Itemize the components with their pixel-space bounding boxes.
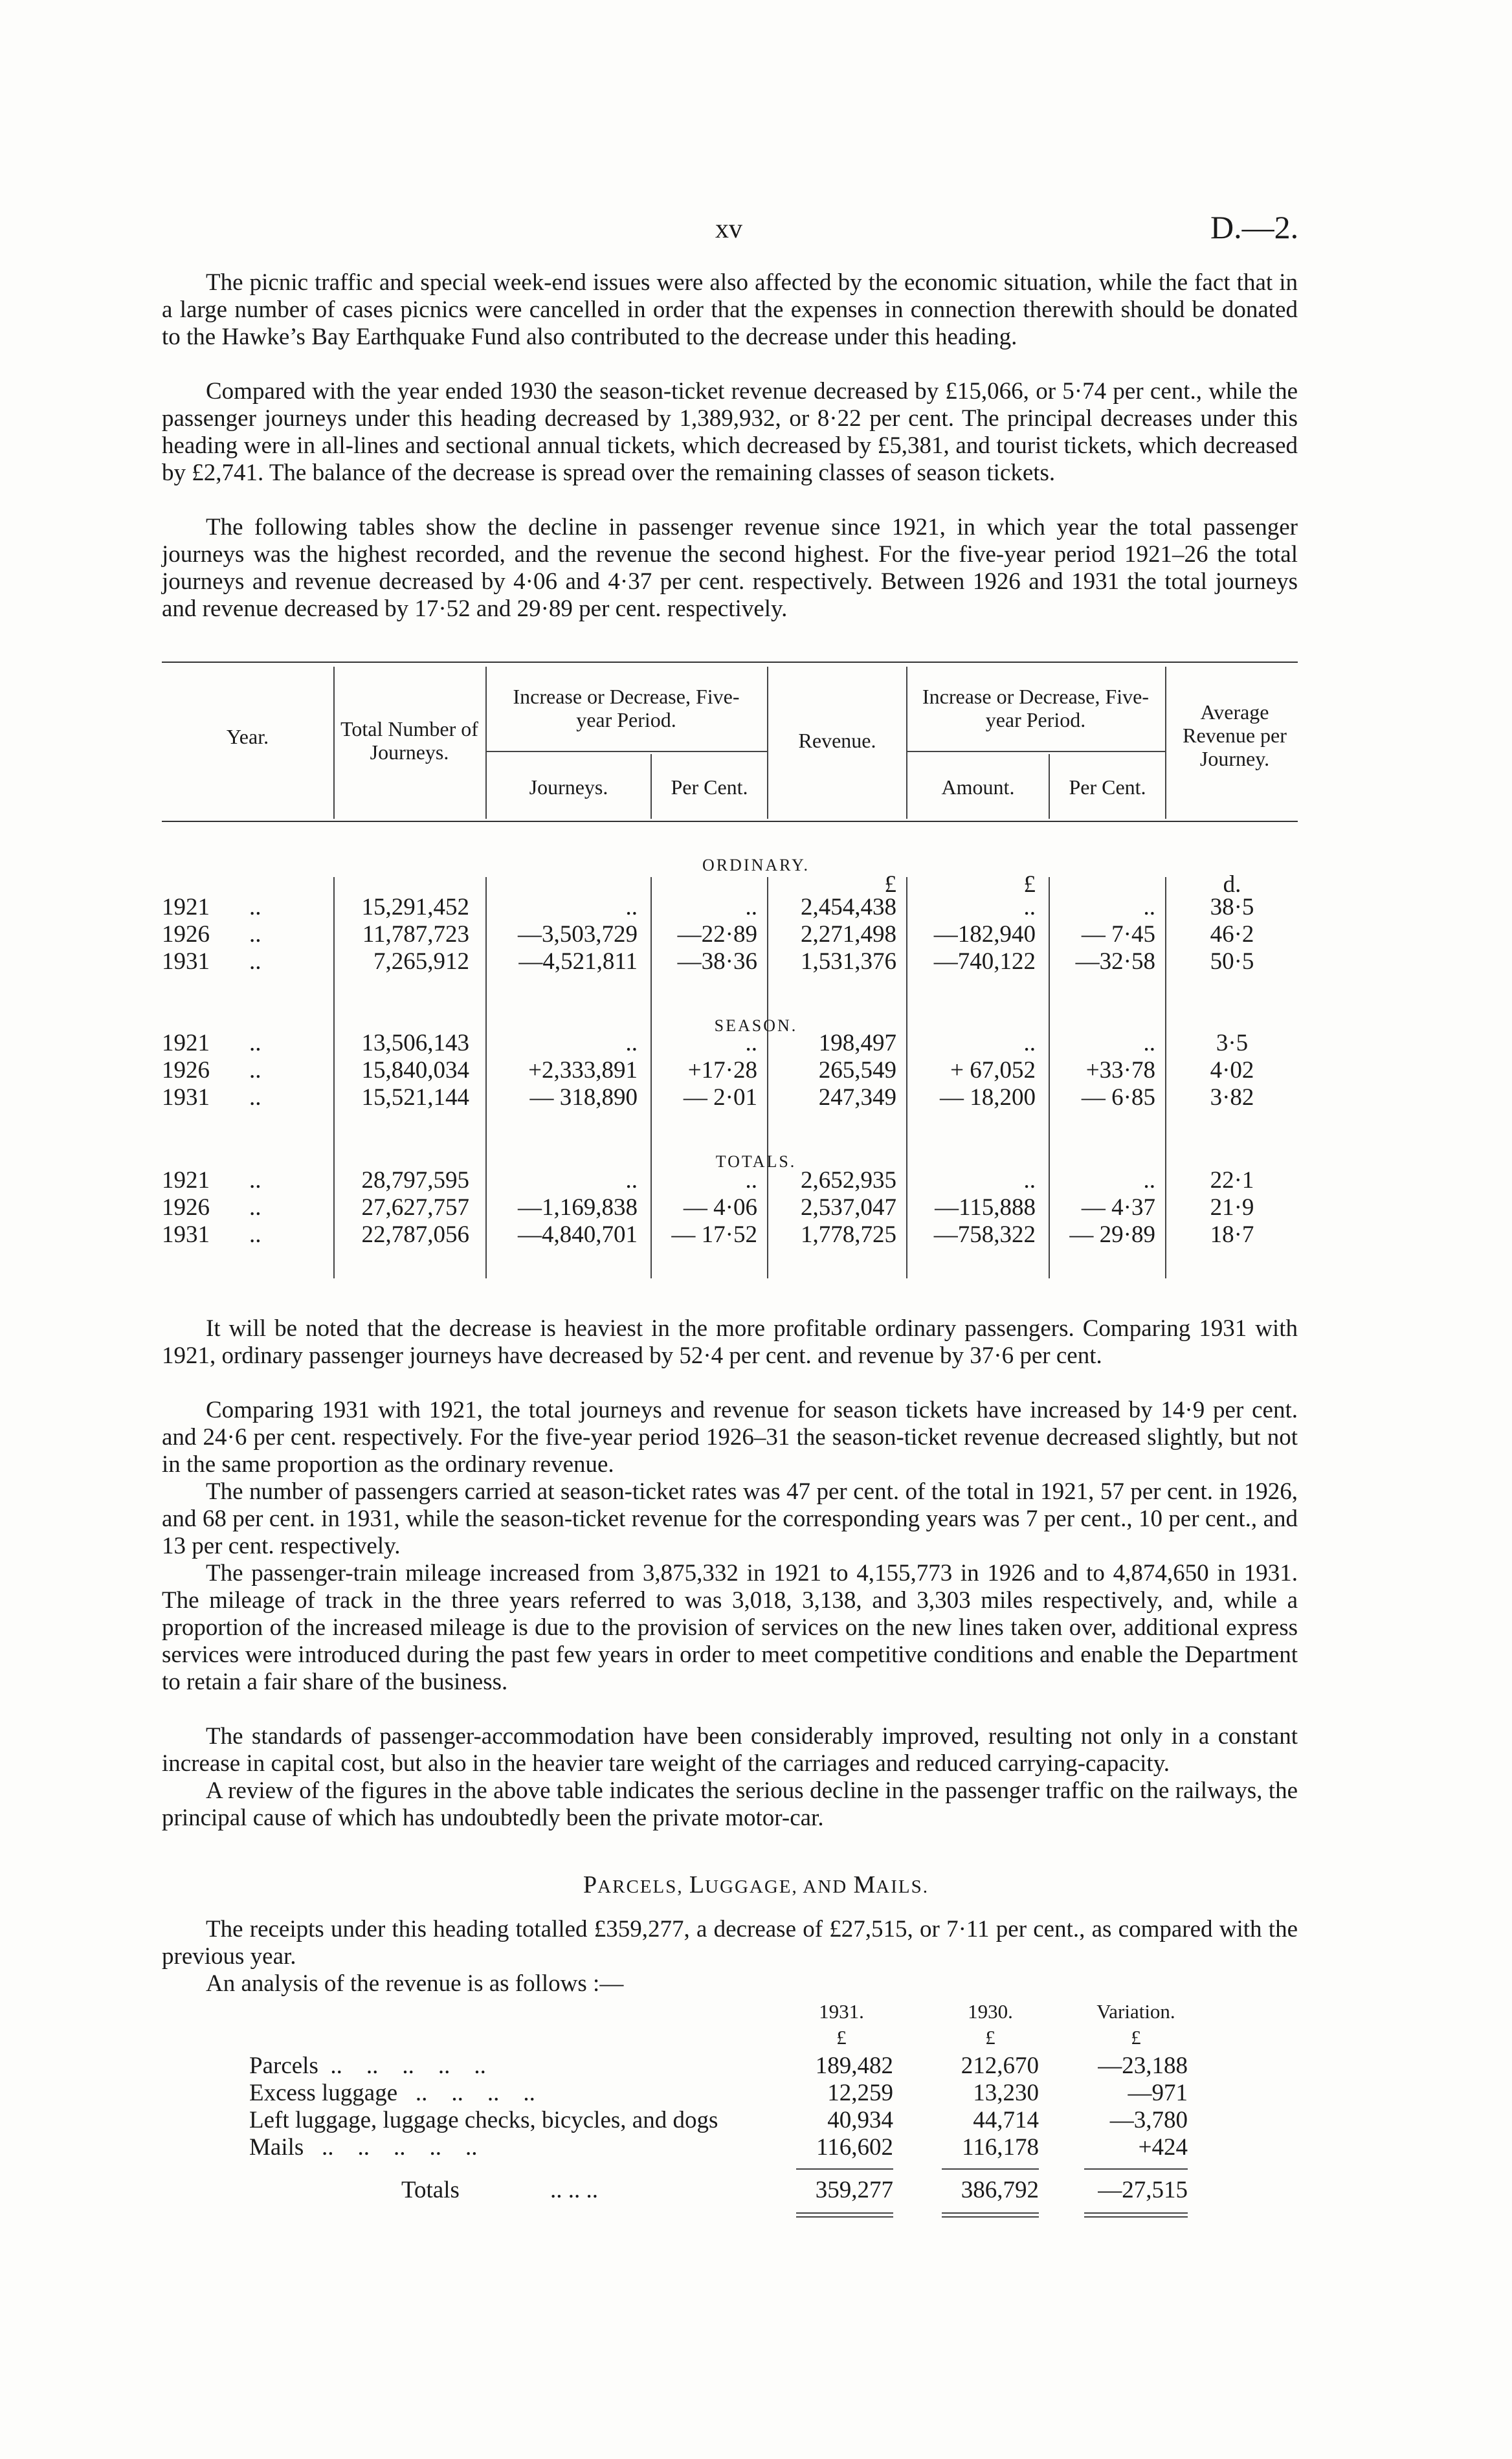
cell-journeys: 15,840,034: [361, 1057, 469, 1084]
cell-amount: —115,888: [935, 1194, 1036, 1221]
table-divider: [767, 877, 768, 1278]
header-revenue-group: Increase or Decrease, Five-year Period.: [922, 685, 1149, 731]
parcels-row-1930: 116,178: [962, 2134, 1039, 2161]
cell-inc-journeys: — 318,890: [529, 1084, 638, 1111]
parcels-row-1931: 189,482: [815, 2053, 893, 2079]
parcels-row-variation: —3,780: [1109, 2107, 1188, 2133]
parcels-row-label: Excess luggage .. .. .. ..: [249, 2080, 535, 2106]
parcels-unit-1930: £: [985, 2026, 995, 2049]
cell-inc-pct: ..: [745, 1030, 757, 1056]
cell-year: 1931: [162, 1084, 210, 1111]
cell-average: 3·5: [1216, 1030, 1249, 1056]
parcels-row-label: Left luggage, luggage checks, bicycles, and dogs: [249, 2107, 718, 2133]
body-paragraph-3: The number of passengers carried at season-ticket rates was 47 per cent. of the total in 1921, 57 per cent. in 1926, and 68 per cent. in 1931, while the season-ticket revenue for the corresponding years was 7 per cent., 10 per cent., and 13 per cent. respectively.: [162, 1478, 1298, 1559]
cell-dots: ..: [249, 1084, 261, 1111]
cell-journeys: 13,506,143: [361, 1030, 469, 1056]
cell-amount-pct: — 7·45: [1081, 921, 1155, 948]
parcels-total-rule: [796, 2168, 893, 2170]
cell-amount: — 18,200: [940, 1084, 1036, 1111]
cell-average: 3·82: [1210, 1084, 1254, 1111]
header-journeys-group: Increase or Decrease, Five-year Period.: [513, 685, 740, 731]
parcels-total-rule: [1084, 2168, 1188, 2170]
unit-average: d.: [1223, 871, 1241, 898]
parcels-section-title: PARCELS, LUGGAGE, AND MAILS.: [583, 1871, 929, 1898]
cell-dots: ..: [249, 1167, 261, 1194]
header-total-journeys: Total Number of Journeys.: [340, 717, 478, 764]
parcels-row-1931: 12,259: [827, 2080, 893, 2106]
cell-average: 18·7: [1210, 1221, 1254, 1248]
cell-inc-pct: ..: [745, 1167, 757, 1194]
body-paragraph-5: The standards of passenger-accommodation have been considerably improved, resulting not only in a constant increase in capital cost, but also in the heavier tare weight of the carriages and reduced carrying-capacity.: [162, 1723, 1298, 1777]
parcels-paragraph-2: An analysis of the revenue is as follows :—: [206, 1970, 624, 1997]
parcels-header-variation: Variation.: [1096, 2000, 1175, 2023]
header-average: Average Revenue per Journey.: [1183, 700, 1287, 770]
document-code: D.—2.: [1210, 209, 1299, 245]
cell-revenue: 2,271,498: [801, 921, 896, 948]
parcels-unit-variation: £: [1131, 2026, 1141, 2049]
parcels-totals-1930: 386,792: [961, 2177, 1039, 2203]
cell-dots: ..: [249, 921, 261, 948]
cell-year: 1921: [162, 894, 210, 920]
header-amount: Amount.: [941, 775, 1015, 799]
cell-dots: ..: [249, 1030, 261, 1056]
table-divider: [333, 877, 335, 1278]
cell-average: 50·5: [1210, 948, 1254, 975]
table-group-rule: [907, 751, 1165, 752]
cell-revenue: 198,497: [818, 1030, 896, 1056]
cell-dots: ..: [249, 948, 261, 975]
cell-amount-pct: ..: [1143, 1030, 1155, 1056]
cell-journeys: 7,265,912: [373, 948, 469, 975]
parcels-row-1931: 116,602: [816, 2134, 893, 2161]
cell-inc-journeys: —3,503,729: [518, 921, 638, 948]
cell-year: 1926: [162, 1194, 210, 1221]
table-divider: [1049, 877, 1050, 1278]
intro-paragraph-2: Compared with the year ended 1930 the season-ticket revenue decreased by £15,066, or 5·74 per cent., while the passenger journeys under this heading decreased by 1,389,932, or 8·22 per cent. The principal decreases under this heading were in all-lines and sectional annual tickets, which decreased by £5,381, and tourist tickets, which decreased by £2,741. The balance of the decrease is spread over the remaining classes of season tickets.: [162, 378, 1298, 486]
cell-revenue: 1,531,376: [801, 948, 896, 975]
cell-revenue: 265,549: [818, 1057, 896, 1084]
body-paragraph-1: It will be noted that the decrease is heaviest in the more profitable ordinary passengers. Comparing 1931 with 1921, ordinary passenger journeys have decreased by 52·4 per cent. and revenue by 37·6 per cent.: [162, 1315, 1298, 1369]
cell-year: 1926: [162, 921, 210, 948]
parcels-row-variation: +424: [1138, 2134, 1188, 2161]
cell-amount-pct: — 4·37: [1081, 1194, 1155, 1221]
cell-average: 21·9: [1210, 1194, 1254, 1221]
cell-average: 46·2: [1210, 921, 1254, 948]
parcels-row-label: Mails .. .. .. .. ..: [249, 2134, 478, 2161]
table-divider: [333, 667, 335, 819]
cell-year: 1926: [162, 1057, 210, 1084]
intro-paragraph-1: The picnic traffic and special week-end issues were also affected by the economic situation, while the fact that in a large number of cases picnics were cancelled in order that the expenses in connection therewith should be donated to the Hawke’s Bay Earthquake Fund also contributed to the decrease under this heading.: [162, 269, 1298, 350]
cell-journeys: 28,797,595: [361, 1167, 469, 1194]
cell-inc-journeys: —4,840,701: [518, 1221, 638, 1248]
parcels-row-variation: —23,188: [1098, 2053, 1188, 2079]
parcels-row-1930: 13,230: [973, 2080, 1039, 2106]
table-divider: [485, 877, 487, 1278]
cell-inc-journeys: ..: [625, 894, 638, 920]
cell-inc-journeys: —1,169,838: [518, 1194, 638, 1221]
parcels-totals-1931: 359,277: [815, 2177, 893, 2203]
cell-inc-pct: — 17·52: [671, 1221, 757, 1248]
cell-year: 1931: [162, 1221, 210, 1248]
table-top-rule: [162, 662, 1298, 663]
cell-dots: ..: [249, 894, 261, 920]
table-group-rule: [487, 751, 767, 752]
cell-inc-pct: —38·36: [677, 948, 757, 975]
cell-revenue: 2,652,935: [801, 1167, 896, 1194]
cell-inc-pct: ..: [745, 894, 757, 920]
parcels-double-rule: [1084, 2212, 1188, 2214]
cell-inc-pct: —22·89: [677, 921, 757, 948]
parcels-totals-variation: —27,515: [1098, 2177, 1188, 2203]
cell-dots: ..: [249, 1221, 261, 1248]
cell-inc-pct: +17·28: [687, 1057, 757, 1084]
parcels-header-1930: 1930.: [968, 2000, 1013, 2023]
cell-amount-pct: +33·78: [1085, 1057, 1155, 1084]
cell-dots: ..: [249, 1057, 261, 1084]
cell-amount-pct: — 29·89: [1069, 1221, 1155, 1248]
intro-paragraph-3: The following tables show the decline in passenger revenue since 1921, in which year the total passenger journeys was the highest recorded, and the revenue the second highest. For the five-year period 1921–26 the total journeys and revenue decreased by 4·06 and 4·37 per cent. respectively. Between 1926 and 1931 the total journeys and revenue decreased by 17·52 and 29·89 per cent. respectively.: [162, 514, 1298, 622]
parcels-row-1930: 212,670: [961, 2053, 1039, 2079]
cell-amount: —758,322: [933, 1221, 1036, 1248]
parcels-double-rule: [1084, 2216, 1188, 2218]
header-revenue: Revenue.: [798, 729, 876, 752]
table-divider: [650, 877, 652, 1278]
parcels-header-1931: 1931.: [819, 2000, 864, 2023]
cell-inc-journeys: ..: [625, 1030, 638, 1056]
parcels-unit-1931: £: [836, 2026, 847, 2049]
parcels-row-label: Parcels .. .. .. .. ..: [249, 2053, 486, 2079]
unit-revenue: £: [884, 871, 896, 898]
parcels-totals-dots: .. .. ..: [550, 2177, 598, 2203]
table-divider: [1165, 667, 1166, 819]
cell-amount: ..: [1023, 1030, 1036, 1056]
body-paragraph-4: The passenger-train mileage increased from 3,875,332 in 1921 to 4,155,773 in 1926 and to 4,874,650 in 1931. The mileage of track in the three years referred to was 3,018, 3,138, and 3,303 miles respectively, and, while a proportion of the increased mileage is due to the provision of services on the new lines taken over, additional express services were introduced during the past few years in order to meet competitive conditions and enable the Department to retain a fair share of the business.: [162, 1560, 1298, 1695]
cell-journeys: 11,787,723: [362, 921, 469, 948]
cell-amount-pct: ..: [1143, 894, 1155, 920]
cell-revenue: 1,778,725: [801, 1221, 896, 1248]
header-per-cent-2: Per Cent.: [1069, 775, 1146, 799]
header-journeys: Journeys.: [529, 775, 608, 799]
cell-inc-pct: — 2·01: [683, 1084, 757, 1111]
cell-average: 22·1: [1210, 1167, 1254, 1194]
parcels-double-rule: [796, 2216, 893, 2218]
cell-journeys: 15,521,144: [361, 1084, 469, 1111]
body-paragraph-6: A review of the figures in the above table indicates the serious decline in the passenger traffic on the railways, the principal cause of which has undoubtedly been the private motor-car.: [162, 1777, 1298, 1831]
cell-year: 1931: [162, 948, 210, 975]
header-year: Year.: [226, 725, 269, 748]
parcels-row-variation: —971: [1128, 2080, 1188, 2106]
cell-amount: ..: [1023, 894, 1036, 920]
cell-amount: ..: [1023, 1167, 1036, 1194]
parcels-double-rule: [942, 2212, 1039, 2214]
cell-dots: ..: [249, 1194, 261, 1221]
table-header-bottom-rule: [162, 821, 1298, 822]
parcels-row-1931: 40,934: [827, 2107, 893, 2133]
cell-amount-pct: ..: [1143, 1167, 1155, 1194]
parcels-double-rule: [942, 2216, 1039, 2218]
cell-amount: —182,940: [933, 921, 1036, 948]
unit-amount: £: [1023, 871, 1036, 898]
parcels-double-rule: [796, 2212, 893, 2214]
header-per-cent: Per Cent.: [671, 775, 748, 799]
page-number: xv: [715, 214, 742, 244]
parcels-totals-label: Totals: [401, 2177, 460, 2203]
cell-inc-journeys: —4,521,811: [518, 948, 638, 975]
cell-revenue: 2,537,047: [801, 1194, 896, 1221]
section-title-season: SEASON.: [714, 1016, 798, 1035]
parcels-total-rule: [942, 2168, 1039, 2170]
cell-amount-pct: —32·58: [1075, 948, 1155, 975]
cell-inc-journeys: ..: [625, 1167, 638, 1194]
cell-inc-journeys: +2,333,891: [528, 1057, 638, 1084]
cell-journeys: 15,291,452: [361, 894, 469, 920]
cell-amount: + 67,052: [950, 1057, 1036, 1084]
cell-amount: —740,122: [933, 948, 1036, 975]
cell-average: 38·5: [1210, 894, 1254, 920]
cell-average: 4·02: [1210, 1057, 1254, 1084]
cell-inc-pct: — 4·06: [683, 1194, 757, 1221]
section-title-ordinary: ORDINARY.: [702, 856, 810, 874]
parcels-row-1930: 44,714: [973, 2107, 1039, 2133]
cell-year: 1921: [162, 1167, 210, 1194]
cell-year: 1921: [162, 1030, 210, 1056]
cell-journeys: 22,787,056: [361, 1221, 469, 1248]
cell-revenue: 2,454,438: [801, 894, 896, 920]
body-paragraph-2: Comparing 1931 with 1921, the total journeys and revenue for season tickets have increased by 14·9 per cent. and 24·6 per cent. respectively. For the five-year period 1926–31 the season-ticket revenue decreased slightly, but not in the same proportion as the ordinary revenue.: [162, 1397, 1298, 1478]
section-title-totals: TOTALS.: [715, 1152, 797, 1171]
parcels-paragraph-1: The receipts under this heading totalled £359,277, a decrease of £27,515, or 7·11 per cent., as compared with the previous year.: [162, 1916, 1298, 1970]
cell-amount-pct: — 6·85: [1081, 1084, 1155, 1111]
cell-journeys: 27,627,757: [361, 1194, 469, 1221]
cell-revenue: 247,349: [818, 1084, 896, 1111]
table-divider: [906, 877, 907, 1278]
